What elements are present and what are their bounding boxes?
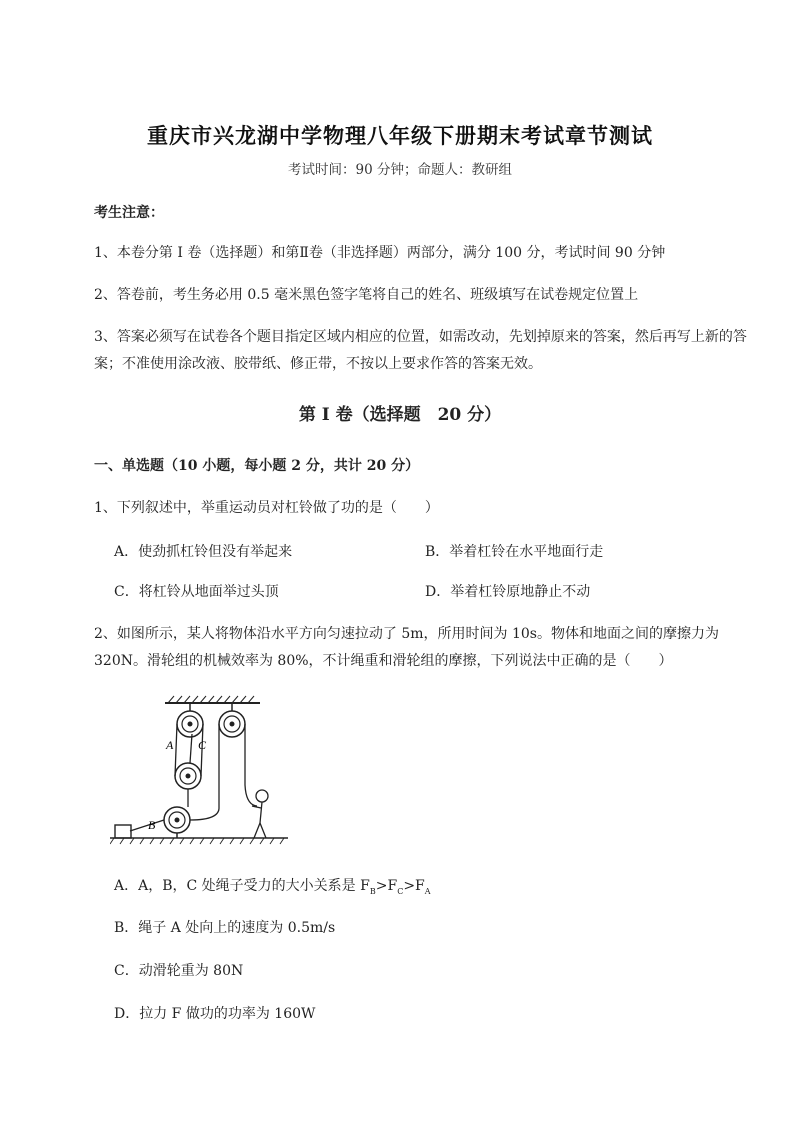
- question-2-option-c: C．动滑轮重为 80N: [114, 963, 244, 979]
- notice-heading: 考生注意：: [94, 205, 164, 221]
- label-c: C: [198, 738, 207, 752]
- block-object: [115, 825, 131, 838]
- label-b: B: [148, 818, 156, 832]
- option-a-text: A．A，B，C 处绳子受力的大小关系是 F: [114, 878, 370, 894]
- ground-pulley: [164, 807, 190, 838]
- relation-2: >F: [403, 878, 425, 894]
- subscript-c: C: [397, 886, 404, 896]
- notice-item-2: 2、答卷前，考生务必用 0.5 毫米黑色签字笔将自己的姓名、班级填写在试卷规定位置上: [94, 287, 639, 303]
- fixed-pulley-left: [177, 711, 203, 737]
- question-2-option-d: D．拉力 F 做功的功率为 160W: [114, 1006, 316, 1022]
- subscript-b: B: [369, 886, 376, 896]
- question-1-option-b: B．举着杠铃在水平地面行走: [425, 544, 604, 560]
- fixed-pulley-right: [219, 711, 245, 737]
- ceiling: [165, 696, 260, 711]
- question-2-option-b: B．绳子 A 处向上的速度为 0.5m/s: [114, 920, 336, 936]
- notice-item-1: 1、本卷分第 I 卷（选择题）和第Ⅱ卷（非选择题）两部分，满分 100 分，考试时间 90 分钟: [94, 245, 666, 261]
- pulley-diagram: [110, 690, 310, 855]
- question-1-stem: 1、下列叙述中，举重运动员对杠铃做了功的是（ ）: [94, 500, 439, 516]
- label-a: A: [166, 738, 174, 752]
- question-1-option-a: A．使劲抓杠铃但没有举起来: [114, 544, 293, 560]
- question-1-option-c: C．将杠铃从地面举过头顶: [114, 584, 279, 600]
- subscript-a: A: [424, 886, 431, 896]
- question-1-option-d: D．举着杠铃原地静止不动: [425, 584, 591, 600]
- movable-pulley: [175, 763, 201, 789]
- exam-subtitle: 考试时间：90 分钟；命题人：教研组: [288, 162, 512, 178]
- relation-1: >F: [375, 878, 398, 894]
- ground: [110, 838, 288, 844]
- question-2-stem: 2、如图所示，某人将物体沿水平方向匀速拉动了 5m，所用时间为 10s。物体和地面之间的摩擦力为 320N。滑轮组的机械效率为 80%，不计绳重和滑轮组的摩擦，下列说法中正确的是（ ）: [94, 626, 719, 669]
- exam-title: 重庆市兴龙湖中学物理八年级下册期末考试章节测试: [147, 123, 653, 148]
- group-title: 一、单选题（10 小题，每小题 2 分，共计 20 分）: [94, 458, 420, 474]
- rope: [130, 724, 257, 831]
- person-figure: [252, 790, 268, 838]
- section-title: 第 I 卷（选择题 20 分）: [298, 405, 502, 425]
- notice-item-3: 3、答案必须写在试卷各个题目指定区域内相应的位置，如需改动，先划掉原来的答案，然后再写上新的答案；不准使用涂改液、胶带纸、修正带，不按以上要求作答的答案无效。: [94, 329, 747, 372]
- question-2-option-a: [114, 875, 431, 896]
